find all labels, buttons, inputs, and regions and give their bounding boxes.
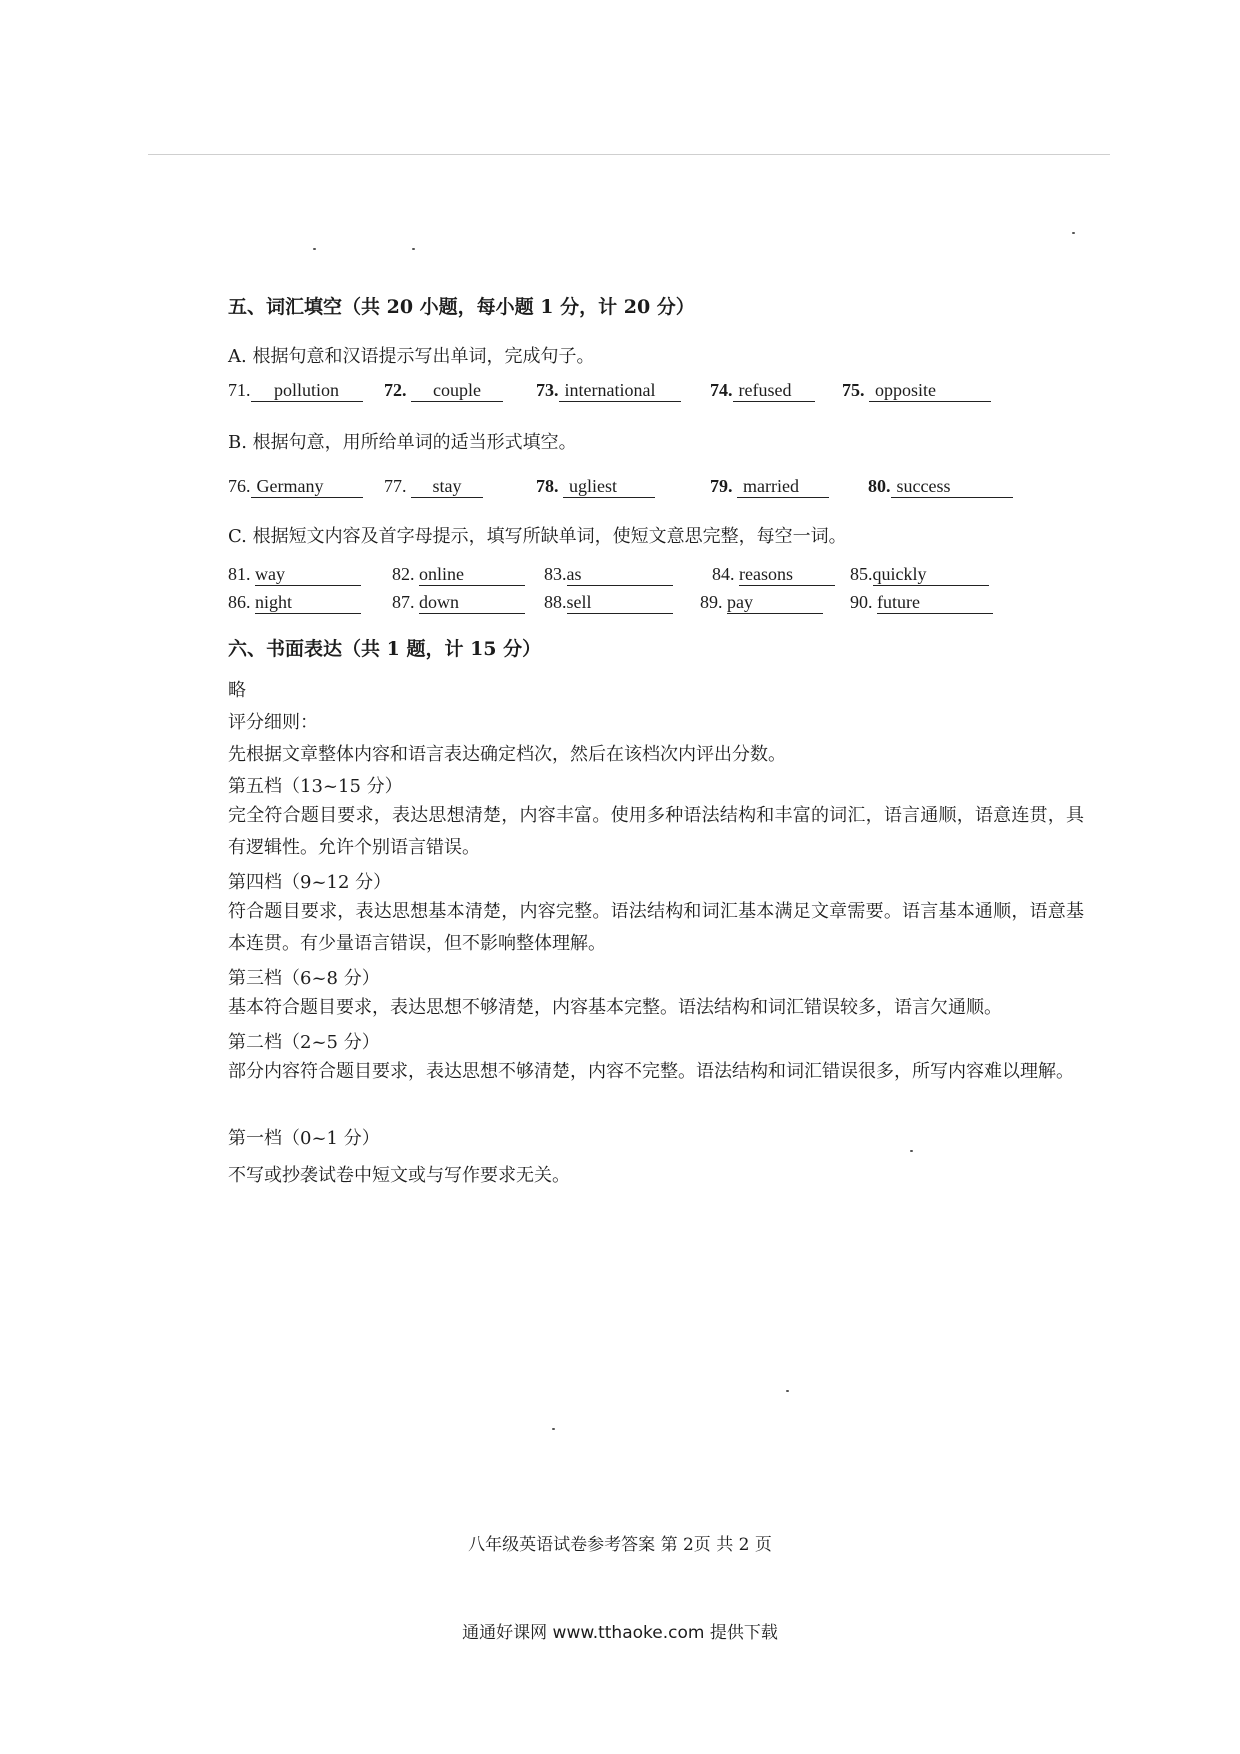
section-5-heading: 五、词汇填空（共 20 小题，每小题 1 分，计 20 分） [228,296,695,318]
rubric-title: 评分细则： [228,712,318,733]
level-4-desc: 符合题目要求，表达思想基本清楚，内容完整。语法结构和词汇基本满足文章需要。语言基本通顺，语意基本连贯。有少量语言错误，但不影响整体理解。 [228,901,1084,954]
answer-71: 71. pollution [228,380,363,402]
answer-78: 78. ugliest [536,476,655,498]
answer-75: 75. opposite [842,380,991,402]
answer-76: 76. Germany [228,476,363,498]
scan-speck [910,1150,913,1152]
rubric-intro: 先根据文章整体内容和语言表达确定档次，然后在该档次内评出分数。 [228,744,786,765]
answer-89: 89. pay [700,592,823,614]
answer-77: 77. stay [384,476,483,498]
answer-79: 79. married [710,476,829,498]
answer-90: 90. future [850,592,993,614]
scan-speck [1072,232,1075,234]
level-3-title: 第三档（6~8 分） [228,968,380,989]
level-2-desc: 部分内容符合题目要求，表达思想不够清楚，内容不完整。语法结构和词汇错误很多，所写内容难以理解。 [228,1061,1074,1082]
scan-speck [313,248,316,250]
part-b-instruction: B. 根据句意，用所给单词的适当形式填空。 [228,432,577,453]
section-6-heading: 六、书面表达（共 1 题，计 15 分） [228,638,542,660]
answer-84: 84. reasons [712,564,835,586]
level-1-title: 第一档（0~1 分） [228,1128,380,1149]
answer-82: 82. online [392,564,525,586]
level-5-desc: 完全符合题目要求，表达思想清楚，内容丰富。使用多种语法结构和丰富的词汇，语言通顺，语意连贯，具有逻辑性。允许个别语言错误。 [228,805,1084,858]
level-5-title: 第五档（13~15 分） [228,776,403,797]
part-c-instruction: C. 根据短文内容及首字母提示，填写所缺单词，使短文意思完整，每空一词。 [228,526,847,547]
download-source-footer: 通通好课网 www.tthaoke.com 提供下载 [462,1623,778,1643]
answer-85: 85.quickly [850,564,989,586]
answer-72: 72. couple [384,380,503,402]
part-a-instruction: A. 根据句意和汉语提示写出单词，完成句子。 [228,346,595,367]
writing-answer-omitted: 略 [228,680,246,701]
scan-speck [786,1390,789,1392]
answer-74: 74. refused [710,380,815,402]
level-1-desc: 不写或抄袭试卷中短文或与写作要求无关。 [228,1165,570,1186]
answer-81: 81. way [228,564,361,586]
level-4-title: 第四档（9~12 分） [228,872,392,893]
page-number-footer: 八年级英语试卷参考答案 第 2页 共 2 页 [468,1535,772,1555]
scan-speck [412,248,415,250]
answer-88: 88.sell [544,592,673,614]
answer-73: 73. international [536,380,681,402]
top-divider [148,154,1110,155]
answer-87: 87. down [392,592,525,614]
answer-83: 83.as [544,564,673,586]
answer-86: 86. night [228,592,361,614]
answer-80: 80. success [868,476,1013,498]
level-2-title: 第二档（2~5 分） [228,1032,380,1053]
level-3-desc: 基本符合题目要求，表达思想不够清楚，内容基本完整。语法结构和词汇错误较多，语言欠通顺。 [228,997,1002,1018]
scan-speck [552,1428,555,1430]
